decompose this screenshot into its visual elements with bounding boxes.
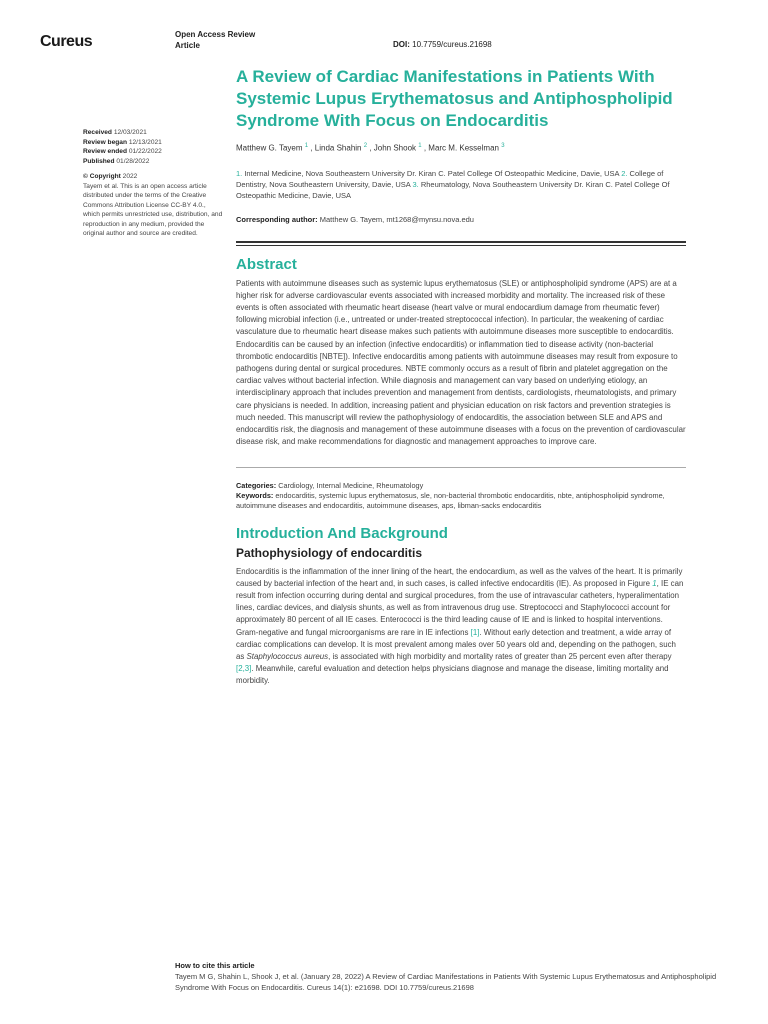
article-type-line1: Open Access Review xyxy=(175,30,256,39)
reference-link[interactable]: [2,3] xyxy=(236,664,252,674)
review-began-label: Review began xyxy=(83,138,127,146)
how-to-cite-heading: How to cite this article xyxy=(175,961,255,970)
author-separator: , xyxy=(421,143,429,153)
figure-reference-link[interactable]: 1 xyxy=(652,578,657,588)
doi-value[interactable]: 10.7759/cureus.21698 xyxy=(412,40,492,49)
affiliation-number: 3. xyxy=(412,179,419,189)
how-to-cite-text: Tayem M G, Shahin L, Shook J, et al. (January 28, 2022) A Review of Cardiac Manifestations in Patients With Systemic Lupus Erythematosus and Antiphospholipid Syndrome With Focus on Endocarditis. Cureus 14(1): e21698. DOI 10.7759/cureus.21698 xyxy=(175,972,717,992)
author-affiliation-mark: 2 xyxy=(363,143,368,149)
section-divider xyxy=(236,241,686,243)
doi-label: DOI: xyxy=(393,40,410,49)
article-main xyxy=(236,66,686,688)
reference-link[interactable]: [1] xyxy=(470,627,480,637)
author-affiliation-mark: 1 xyxy=(418,143,422,149)
copyright-year: 2022 xyxy=(122,173,138,180)
author-name[interactable]: Matthew G. Tayem xyxy=(236,143,303,153)
introduction-paragraph xyxy=(236,566,686,688)
author-separator: , xyxy=(367,143,374,153)
received-row xyxy=(83,128,223,138)
categories-row xyxy=(236,481,686,491)
affiliation-text: College of Dentistry, Nova Southeastern University, Davie, USA xyxy=(236,168,664,189)
article-history-sidebar xyxy=(83,128,223,239)
keywords-row xyxy=(236,491,686,511)
intro-text: . Without early detection and treatment, a wide array of cardiac complications can develop. It is most prevalent among males over 50 years old and, depending on the pathogen, such as xyxy=(236,627,676,661)
author-separator: , xyxy=(308,143,315,153)
author-list xyxy=(236,143,686,153)
intro-text: , is associated with high morbidity and mortality rates of greater than 25 percent even after therapy xyxy=(328,651,672,661)
abstract-heading: Abstract xyxy=(236,255,297,273)
author-name[interactable]: Marc M. Kesselman xyxy=(428,143,499,153)
author-name[interactable]: Linda Shahin xyxy=(314,143,362,153)
article-type xyxy=(175,29,255,51)
introduction-heading: Introduction And Background xyxy=(236,524,448,542)
affiliation-number: 1. xyxy=(236,168,243,178)
review-began-row xyxy=(83,138,223,148)
review-ended-row xyxy=(83,147,223,157)
intro-text: . Meanwhile, careful evaluation and detection helps physicians diagnose and manage the disease, limiting mortality and morbidity. xyxy=(236,664,669,686)
received-label: Received xyxy=(83,129,112,136)
review-began-date: 12/13/2021 xyxy=(128,138,162,146)
section-divider xyxy=(236,245,686,246)
published-label: Published xyxy=(83,157,115,165)
review-ended-date: 01/22/2022 xyxy=(128,148,162,155)
categories-value: Cardiology, Internal Medicine, Rheumatology xyxy=(278,480,424,490)
intro-text: Endocarditis is the inflammation of the inner lining of the heart, the endocardium, as well as the valves of the heart. It is primarily caused by bacterial infection of the heart and, in such cases, is called infective endocarditis (IE). As proposed in Figure xyxy=(236,566,683,588)
author-affiliation-mark: 3 xyxy=(501,143,505,149)
keywords-label: Keywords: xyxy=(236,490,274,500)
categories-keywords xyxy=(236,481,686,511)
license-text: Tayem et al. This is an open access article distributed under the terms of the Creative Commons Attribution License CC-BY 4.0., which permits unrestricted use, distribution, and reproduction in any medium, provided the original author and source are credited. xyxy=(83,182,223,237)
review-ended-label: Review ended xyxy=(83,148,127,155)
keywords-value: endocarditis, systemic lupus erythematosus, sle, non-bacterial thrombotic endocarditis, nbte, antiphospholipid syndrome, autoimmune diseases and endocarditis, autoimmune diseases, aps, libman-sacks endocarditis xyxy=(236,490,665,510)
article-type-line2: Article xyxy=(175,41,200,50)
corresponding-author-label: Corresponding author: xyxy=(236,214,318,224)
author-affiliation-mark: 1 xyxy=(304,143,309,149)
journal-logo: Cureus xyxy=(40,33,93,50)
published-row xyxy=(83,157,223,167)
affiliation-text: Internal Medicine, Nova Southeastern University Dr. Kiran C. Patel College Of Osteopathic Medicine, Davie, USA xyxy=(242,168,622,178)
received-date: 12/03/2021 xyxy=(113,129,147,136)
affiliation-number: 2. xyxy=(621,168,628,178)
categories-label: Categories: xyxy=(236,480,277,490)
doi xyxy=(393,40,492,49)
corresponding-author-text[interactable]: Matthew G. Tayem, mt1268@mynsu.nova.edu xyxy=(319,214,474,224)
affiliation-text: Rheumatology, Nova Southeastern University Dr. Kiran C. Patel College Of Osteopathic Medicine, Davie, USA xyxy=(236,179,670,200)
intro-text: , IE can result from infection occurring during dental and surgical procedures, from the use of intravascular catheters, hyperalimentation lines, cardiac devices, and dialysis shunts, as well as from intravenous drug use. Streptococci and Staphylococci account for approximately 80 percent of all IE cases. Enterococci is the third leading cause of IE and is linked to hospital interventions. Gram-negative and fungal microorganisms are rare in IE infections xyxy=(236,578,684,637)
how-to-cite xyxy=(175,960,745,993)
subsection-heading: Pathophysiology of endocarditis xyxy=(236,545,423,560)
author-name[interactable]: John Shook xyxy=(373,143,417,153)
article-title: A Review of Cardiac Manifestations in Patients With Systemic Lupus Erythematosus and Antiphospholipid Syndrome With Focus on Endocarditis xyxy=(236,67,673,130)
affiliations xyxy=(236,168,686,201)
corresponding-author xyxy=(236,215,686,224)
published-date: 01/28/2022 xyxy=(116,157,150,165)
abstract-text: Patients with autoimmune diseases such as systemic lupus erythematosus (SLE) or antiphospholipid syndrome (APS) are at a higher risk for adverse cardiovascular events associated with increased morbidity and mortality. The increased risk of these events is often associated with rheumatic heart disease (heart valve or mural endocardium damage from rheumatic fever) following microbial infection (i.e., untreated or under-treated streptococcal infection). In particular, the weakening of cardiac vasculature due to rheumatic heart disease makes such patients with autoimmune diseases more susceptible to endocarditis. Endocarditis can be caused by an infection (infective endocarditis) or inflammation tied to disease activity (non-bacterial thrombotic endocarditis [NBTE]). Infective endocarditis among patients with autoimmune diseases may result from exposure to pathogens during dental or surgical procedures. NBTE commonly occurs as a result of fibrin and platelet aggregation on the cardiac valves without bacterial infection. While diagnosis and management can vary based on underlying etiology, an interdisciplinary approach that includes prevention and management from dentists, cardiologists, rheumatologists, and primary care physicians is needed. In addition, increasing patient and physician education on risk factors and prevention strategies is much needed. This manuscript will review the pathophysiology of endocarditis, the association between SLE and APS and endocarditis risk, the diagnosis and management of these autoimmune diseases with a focus on the prevention of cardiovascular disease risk, and make recommendations for diagnostic and management approaches to improve care. xyxy=(236,278,686,447)
species-name: Staphylococcus aureus xyxy=(246,651,329,661)
copyright-label: © Copyright xyxy=(83,173,121,180)
section-divider xyxy=(236,467,686,468)
copyright-row xyxy=(83,172,223,182)
